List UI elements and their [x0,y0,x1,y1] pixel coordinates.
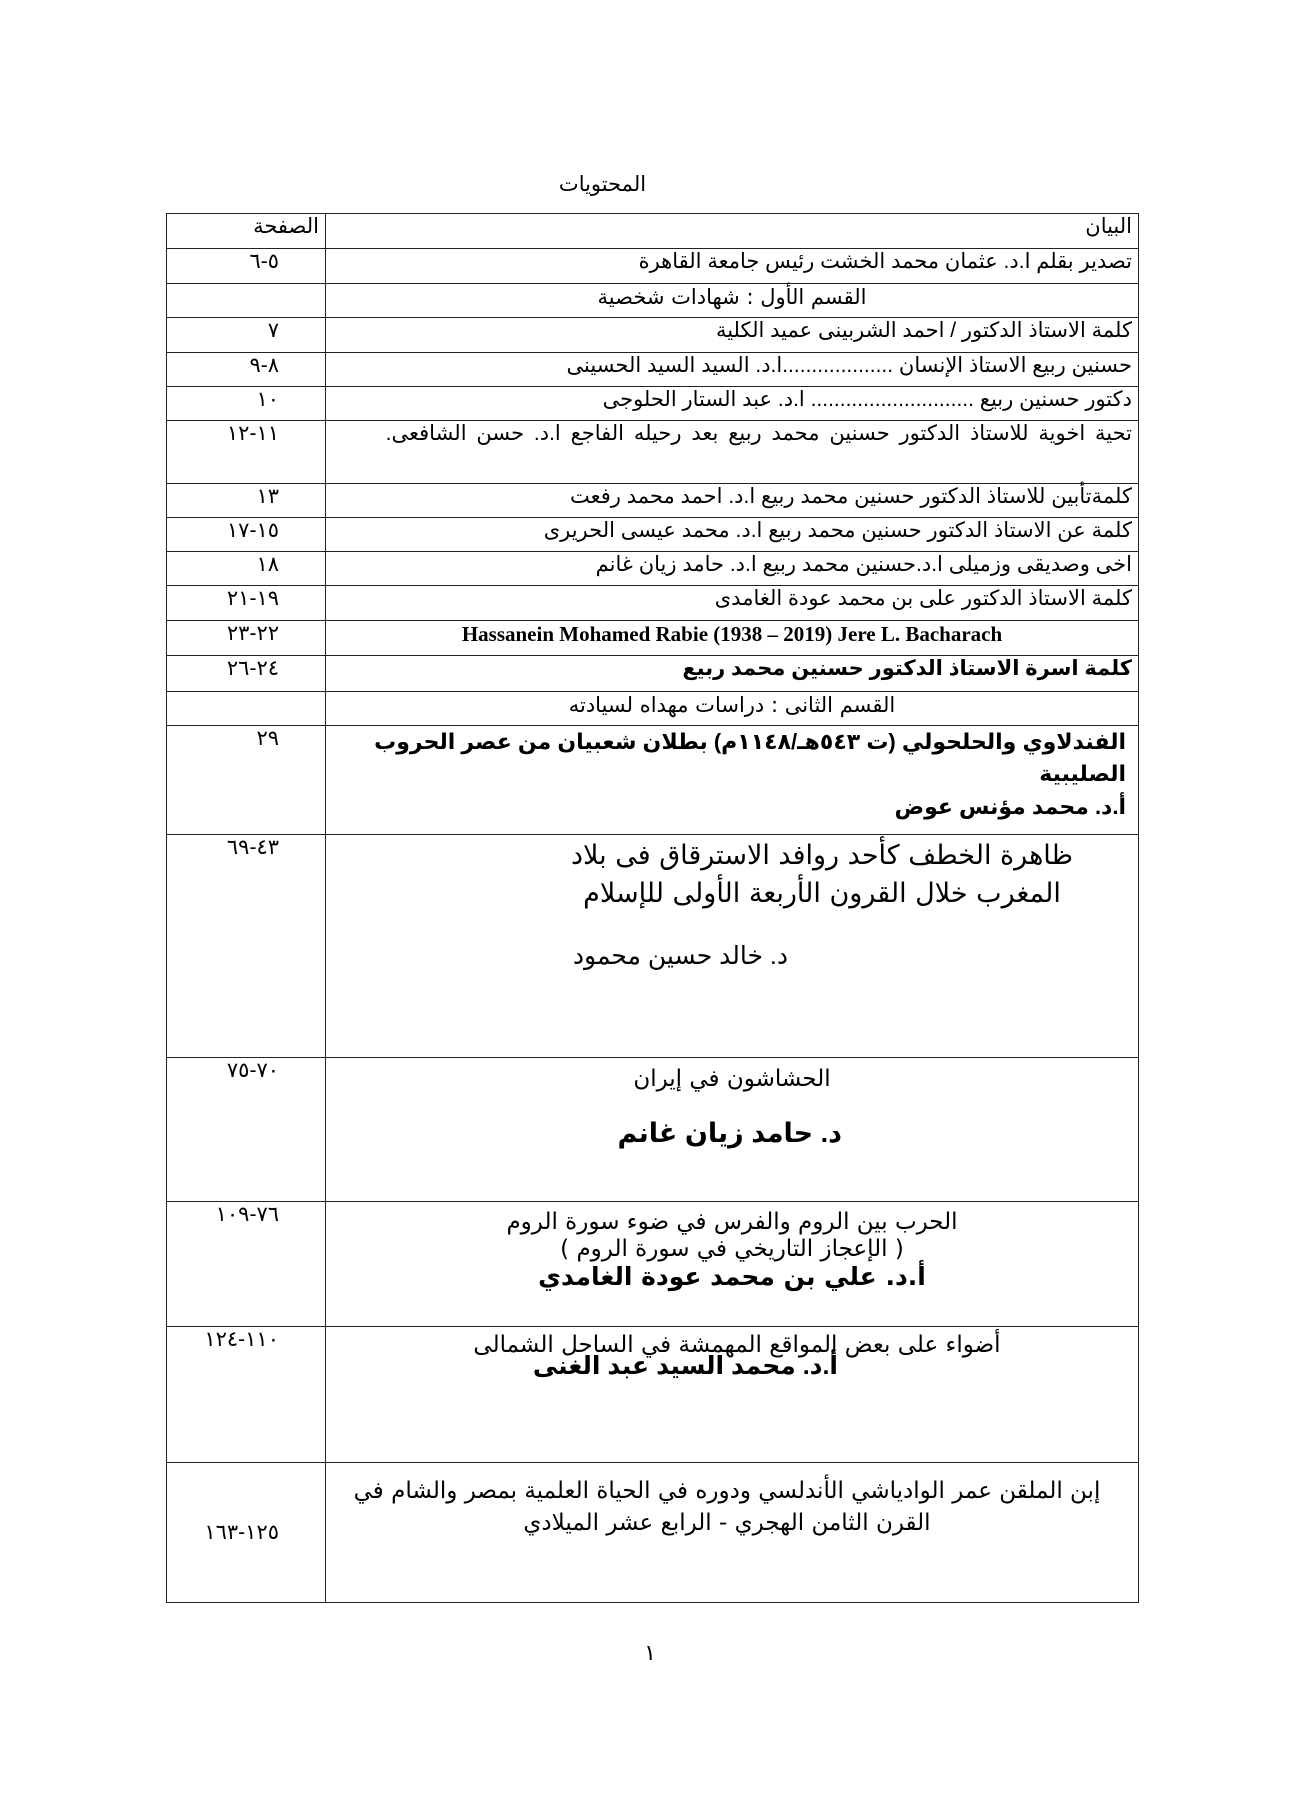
row-description-english [326,621,1139,656]
english-title: Hassanein Mohamed Rabie (1938 – 2019) Jere L. Bacharach [461,622,1003,646]
row-page [167,692,326,726]
row-page [167,484,326,518]
header-page [167,214,326,249]
table-row [167,318,1139,353]
section-row [167,284,1139,318]
row-page [167,1202,326,1327]
row-page-text: ٢٩ [256,727,279,750]
row-description: كلمة عن الاستاذ الدكتور حسنين محمد ربيع ا.د. محمد عيسى الحريرى [326,518,1139,552]
article-author: د. حامد زيان غانم [617,1118,842,1148]
table-row [167,552,1139,586]
row-page [167,656,326,692]
row-page [167,421,326,484]
row-page [167,621,326,656]
row-page [167,387,326,421]
row-description [326,835,1139,1058]
article-author: د. خالد حسين محمود [572,942,788,970]
row-page-text: ١٠ [256,388,279,411]
row-page-text: ١٣ [256,485,279,508]
row-page-text: ١١-١٢ [226,422,279,445]
row-page [167,726,326,835]
row-page-text: ٧٦-١٠٩ [215,1203,279,1226]
row-page-text: ٤٣-٦٩ [226,836,279,859]
table-row [167,1202,1139,1327]
row-page-text: ١٢٥-١٦٣ [204,1520,279,1544]
table-row [167,353,1139,387]
article-title: الفندلاوي والحلحولي (ت ٥٤٣هـ/١١٤٨م) بطلان شعبيان من عصر الحروب الصليبية [374,729,1126,786]
section-heading: القسم الأول : شهادات شخصية [326,284,1139,318]
row-description: كلمة الاستاذ الدكتور على بن محمد عودة الغامدى [326,586,1139,621]
row-page [167,835,326,1058]
article-title: أضواء على بعض المواقع المهمشة في الساحل الشمالى [473,1332,1001,1358]
row-page-text: ٧٠-٧٥ [226,1059,279,1082]
table-row [167,726,1139,835]
section-row [167,692,1139,726]
row-page [167,353,326,387]
section-heading: القسم الثانى : دراسات مهداه لسيادته [326,692,1139,726]
title-text: المحتويات [558,173,647,196]
row-description: اخى وصديقى وزميلى ا.د.حسنين محمد ربيع ا.د. حامد زيان غانم [326,552,1139,586]
table-row [167,1327,1139,1463]
row-page-text: ١٥-١٧ [226,519,279,542]
article-title: الحرب بين الروم والفرس في ضوء سورة الروم [506,1209,958,1235]
page-title [0,172,1295,197]
article-title: الحشاشون في إيران [633,1066,831,1092]
row-description [326,1058,1139,1202]
header-page-text: الصفحة [253,215,319,238]
table-row [167,1058,1139,1202]
row-description [326,1463,1139,1603]
row-description: تحية اخوية للاستاذ الدكتور حسنين محمد ربيع بعد رحيله الفاجع ا.د. حسن الشافعى. [326,421,1139,484]
article-author: أ.د. علي بن محمد عودة الغامدي [538,1262,926,1291]
row-page-text: ١٨ [256,553,279,576]
row-description: تصدير بقلم ا.د. عثمان محمد الخشت رئيس جامعة القاهرة [326,249,1139,284]
row-description: كلمة اسرة الاستاذ الدكتور حسنين محمد ربيع [326,656,1139,692]
row-page [167,552,326,586]
table-row [167,387,1139,421]
row-page-text: ٥-٦ [249,250,279,273]
table-header-row [167,214,1139,249]
table-row [167,1463,1139,1603]
table-row [167,586,1139,621]
table-row [167,518,1139,552]
article-title: ظاهرة الخطف كأحد روافد الاسترقاق فى بلاد المغرب خلال القرون الأربعة الأولى للإسلام [570,840,1074,909]
row-description: دكتور حسنين ربيع ............................ ا.د. عبد الستار الحلوجى [326,387,1139,421]
row-page-text: ١١٠-١٢٤ [204,1328,279,1351]
page-number-text: ١ [644,1640,656,1665]
row-description: كلمةتأبين للاستاذ الدكتور حسنين محمد ربيع ا.د. احمد محمد رفعت [326,484,1139,518]
row-page-text: ٨-٩ [249,354,279,377]
row-page [167,284,326,318]
row-page [167,518,326,552]
header-description: البيان [326,214,1139,249]
row-page [167,1058,326,1202]
row-page [167,318,326,353]
row-page-text: ١٩-٢١ [226,587,279,610]
row-page [167,1463,326,1603]
contents-table [166,213,1139,1603]
article-subtitle: ( الإعجاز التاريخي في سورة الروم ) [560,1236,904,1262]
row-description [326,1327,1139,1463]
table-row [167,421,1139,484]
article-author: أ.د. محمد السيد عبد الغنى [532,1352,838,1380]
table-row [167,621,1139,656]
article-author: أ.د. محمد مؤنس عوض [894,794,1126,819]
row-page [167,1327,326,1463]
table-row [167,835,1139,1058]
row-page [167,249,326,284]
row-page [167,586,326,621]
row-page-text: ٢٢-٢٣ [226,622,279,645]
page-number [0,1640,1295,1666]
table-row [167,249,1139,284]
row-description [326,726,1139,835]
row-description [326,1202,1139,1327]
table-row [167,656,1139,692]
table-row [167,484,1139,518]
row-page-text: ٧ [267,319,279,342]
row-description: كلمة الاستاذ الدكتور / احمد الشربينى عميد الكلية [326,318,1139,353]
article-title: إبن الملقن عمر الوادياشي الأندلسي ودوره في الحياة العلمية بمصر والشام في القرن الثامن الهجري - الرابع عشر الميلادي [353,1478,1101,1536]
row-description: حسنين ربيع الاستاذ الإنسان ...................ا.د. السيد السيد الحسينى [326,353,1139,387]
row-page-text: ٢٤-٢٦ [226,657,279,680]
